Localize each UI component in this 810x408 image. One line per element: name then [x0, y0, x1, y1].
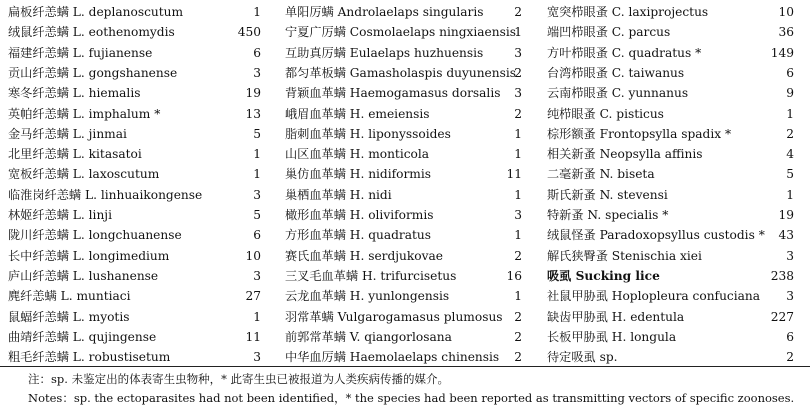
species-name: 羽常革螨 Vulgarogamasus plumosus — [285, 309, 503, 324]
species-name: 解氏狭臀蚤 Stenischia xiei — [547, 248, 702, 263]
specimen-count: 450 — [237, 25, 261, 40]
specimen-count: 1 — [786, 106, 794, 121]
specimen-count: 3 — [253, 268, 261, 283]
species-name: 端凹栉眼蚤 C. parcus — [547, 25, 671, 40]
species-name: 山区血革螨 H. monticola — [285, 147, 430, 162]
species-name: 都匀革板螨 Gamasholaspis duyunensis — [285, 65, 517, 80]
specimen-count: 27 — [245, 289, 261, 304]
species-name: 贡山纤恙螨 L. gongshanense — [8, 65, 178, 80]
specimen-count: 1 — [514, 147, 522, 162]
table-row — [0, 83, 810, 104]
species-name: 前郭常革螨 V. qiangorlosana — [285, 329, 452, 344]
species-name: 特新蚤 N. specialis * — [547, 208, 669, 222]
specimen-count: 11 — [245, 329, 261, 344]
species-name: 陇川纤恙螨 L. longchuanense — [8, 228, 182, 243]
specimen-count: 238 — [770, 268, 794, 283]
species-name: 北里纤恙螨 L. kitasatoi — [8, 147, 142, 162]
specimen-count: 3 — [786, 289, 794, 304]
species-name: 待定吸虱 sp. — [547, 350, 618, 365]
species-name: 庐山纤恙螨 L. lushanense — [8, 268, 159, 283]
species-name: 长中纤恙螨 L. longimedium — [8, 248, 170, 263]
species-name: 缺齿甲胁虱 H. edentula — [547, 309, 685, 324]
species-name: 背颖血革螨 Haemogamasus dorsalis — [285, 86, 501, 101]
specimen-count: 3 — [253, 65, 261, 80]
species-name: 台湾栉眼蚤 C. taiwanus — [547, 65, 685, 80]
species-name: 宁夏广厉螨 Cosmolaelaps ningxiaensis — [285, 25, 516, 40]
table-row — [0, 286, 810, 307]
species-name: 宽突栉眼蚤 C. laxiprojectus — [547, 5, 709, 19]
species-name: 麂纤恙螨 L. muntiaci — [8, 289, 131, 304]
specimen-count: 1 — [514, 25, 522, 40]
specimen-count: 6 — [786, 65, 794, 80]
specimen-count: 2 — [514, 248, 522, 263]
specimen-count: 1 — [253, 167, 261, 182]
table-row — [0, 205, 810, 226]
specimen-count: 2 — [514, 65, 522, 80]
table-row — [0, 347, 810, 368]
specimen-count: 9 — [786, 86, 794, 101]
specimen-count: 1 — [786, 187, 794, 202]
specimen-count: 5 — [253, 126, 261, 141]
species-name: 方叶栉眼蚤 C. quadratus * — [547, 45, 702, 60]
specimen-count: 3 — [253, 187, 261, 202]
specimen-count: 13 — [245, 106, 261, 121]
specimen-count: 2 — [786, 126, 794, 141]
species-name: 寒冬纤恙螨 L. hiemalis — [8, 86, 141, 101]
species-name: 斯氏新蚤 N. stevensi — [547, 187, 668, 202]
species-name: 脂刺血革螨 H. liponyssoides — [285, 126, 451, 141]
specimen-count: 3 — [514, 86, 522, 101]
species-name: 三叉毛血革螨 H. trifurcisetus — [285, 268, 457, 283]
specimen-count: 1 — [253, 5, 261, 19]
specimen-count: 11 — [506, 167, 522, 182]
species-name: 单阳厉螨 Androlaelaps singularis — [285, 5, 484, 19]
species-name: 棕形额蚤 Frontopsylla spadix * — [547, 126, 732, 141]
note-chinese: 注：sp. 未鉴定出的体表寄生虫物种，* 此寄生虫已被报道为人类疾病传播的媒介。 — [28, 372, 449, 386]
species-name: 峨眉血革螨 H. emeiensis — [285, 106, 430, 121]
specimen-count: 5 — [253, 208, 261, 222]
species-name: 粗毛纤恙螨 L. robustisetum — [8, 350, 171, 365]
species-name: 巢栖血革螨 H. nidi — [285, 187, 392, 202]
table-row — [0, 327, 810, 348]
table-bottom-rule — [0, 366, 810, 367]
specimen-count: 3 — [253, 350, 261, 365]
species-name: 相关新蚤 Neopsylla affinis — [547, 147, 703, 162]
table-row — [0, 144, 810, 165]
specimen-count: 2 — [514, 350, 522, 365]
species-name: 绒鼠怪蚤 Paradoxopsyllus custodis * — [547, 228, 765, 243]
species-name: 宽板纤恙螨 L. laxoscutum — [8, 167, 160, 182]
specimen-count: 1 — [253, 309, 261, 324]
specimen-count: 4 — [786, 147, 794, 162]
specimen-count: 1 — [514, 289, 522, 304]
species-name: 赛氏血革螨 H. serdjukovae — [285, 248, 443, 263]
table-row — [0, 246, 810, 267]
specimen-count: 6 — [253, 45, 261, 60]
species-name: 临淮岗纤恙螨 L. linhuaikongense — [8, 187, 203, 202]
specimen-count: 2 — [514, 309, 522, 324]
specimen-count: 19 — [778, 208, 794, 222]
table-row — [0, 43, 810, 64]
specimen-count: 3 — [514, 208, 522, 222]
table-row — [0, 63, 810, 84]
species-name: 互助真厉螨 Eulaelaps huzhuensis — [285, 45, 484, 60]
table-row — [0, 2, 810, 23]
table-row — [0, 266, 810, 287]
specimen-count: 36 — [778, 25, 794, 40]
specimen-count: 2 — [514, 106, 522, 121]
specimen-count: 1 — [514, 126, 522, 141]
species-name: 长板甲胁虱 H. longula — [547, 329, 677, 344]
species-name: 二毫新蚤 N. biseta — [547, 167, 655, 182]
table-row — [0, 307, 810, 328]
species-name: 鼠蝠纤恙螨 L. myotis — [8, 309, 130, 324]
specimen-count: 3 — [786, 248, 794, 263]
species-name: 福建纤恙螨 L. fujianense — [8, 45, 153, 60]
table-row — [0, 185, 810, 206]
species-name: 方形血革螨 H. quadratus — [285, 228, 431, 243]
species-name: 云南栉眼蚤 C. yunnanus — [547, 86, 689, 101]
species-name: 纯栉眼蚤 C. pisticus — [547, 106, 664, 121]
table-row — [0, 164, 810, 185]
species-name: 曲靖纤恙螨 L. qujingense — [8, 329, 157, 344]
species-name: 扁板纤恙螨 L. deplanoscutum — [8, 5, 184, 19]
species-name: 绒鼠纤恙螨 L. eothenomydis — [8, 25, 175, 40]
specimen-count: 1 — [253, 147, 261, 162]
table-row — [0, 104, 810, 125]
species-name: 金马纤恙螨 L. jinmai — [8, 126, 127, 141]
species-name: 社鼠甲胁虱 Hoplopleura confuciana — [547, 289, 761, 304]
table-row — [0, 124, 810, 145]
specimen-count: 10 — [778, 5, 794, 19]
specimen-count: 227 — [770, 309, 794, 324]
species-name: 林姬纤恙螨 L. linji — [8, 208, 112, 222]
specimen-count: 2 — [514, 329, 522, 344]
specimen-count: 43 — [778, 228, 794, 243]
specimen-count: 1 — [514, 228, 522, 243]
specimen-count: 2 — [514, 5, 522, 19]
specimen-count: 6 — [253, 228, 261, 243]
specimen-count: 19 — [245, 86, 261, 101]
specimen-count: 6 — [786, 329, 794, 344]
table-row — [0, 225, 810, 246]
specimen-count: 5 — [786, 167, 794, 182]
species-name: 吸虱 Sucking lice — [547, 268, 660, 283]
species-name: 云龙血革螨 H. yunlongensis — [285, 289, 450, 304]
species-name: 巢仿血革螨 H. nidiformis — [285, 167, 432, 182]
specimen-count: 16 — [506, 268, 522, 283]
specimen-count: 10 — [245, 248, 261, 263]
specimen-count: 3 — [514, 45, 522, 60]
table-row — [0, 22, 810, 43]
specimen-count: 2 — [786, 350, 794, 365]
species-name: 英帕纤恙螨 L. imphalum * — [8, 106, 161, 121]
specimen-count: 1 — [514, 187, 522, 202]
species-name: 橄形血革螨 H. oliviformis — [285, 208, 434, 222]
specimen-count: 149 — [770, 45, 794, 60]
note-english: Notes：sp. the ectoparasites had not been identified，* the species had been reported as transmitting vectors of specific zoonoses. — [28, 391, 795, 405]
species-name: 中华血厉螨 Haemolaelaps chinensis — [285, 350, 500, 365]
